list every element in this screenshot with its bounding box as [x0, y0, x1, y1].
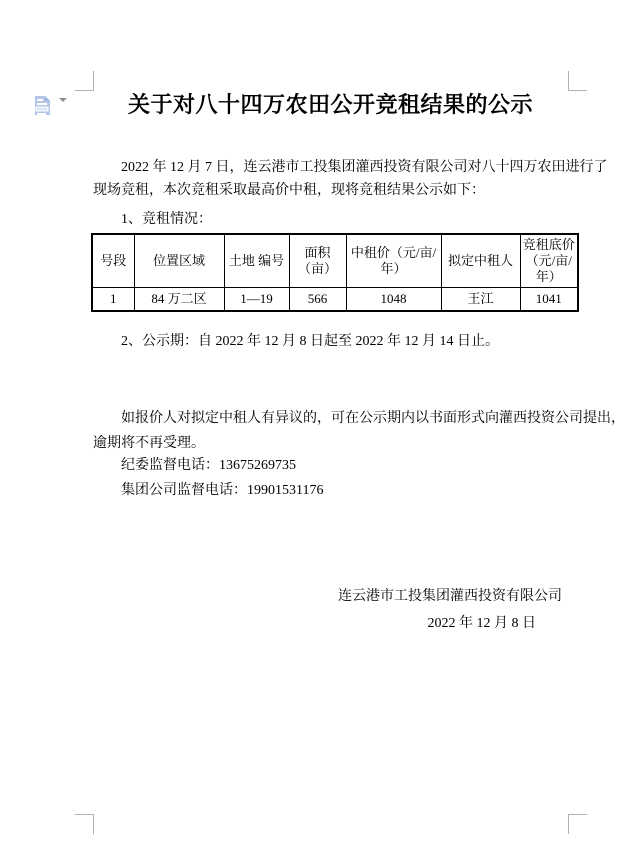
intro-line-1: 2022 年 12 月 7 日，连云港市工投集团灌西投资有限公司对八十四万农田进行了 — [121, 160, 608, 175]
margin-crop-mark-top-left — [75, 71, 94, 91]
table-row — [92, 288, 578, 312]
paste-options-dropdown-icon[interactable] — [59, 102, 68, 110]
margin-crop-mark-bottom-left — [75, 814, 94, 834]
page-title: 关于对八十四万农田公开竞租结果的公示 — [127, 92, 533, 117]
objection-paragraph — [93, 406, 625, 456]
section2-publicity-period: 2、公示期：自 2022 年 12 月 8 日起至 2022 年 12 月 14 日止。 — [121, 334, 499, 349]
objection-line-2: 逾期将不再受理。 — [93, 436, 205, 451]
col-header-base-price: 竞租底价（元/亩/年） — [520, 234, 578, 288]
col-header-land-number: 土地 编号 — [224, 234, 289, 288]
margin-crop-mark-bottom-right — [568, 814, 587, 834]
cell-segment: 1 — [92, 288, 134, 312]
table-header-row — [92, 234, 578, 288]
cell-land-number: 1—19 — [224, 288, 289, 312]
cell-winning-rent: 1048 — [346, 288, 441, 312]
margin-crop-mark-top-right — [568, 71, 587, 91]
cell-location: 84 万二区 — [134, 288, 224, 312]
paste-options-button[interactable] — [33, 94, 71, 118]
signature-date: 2022 年 12 月 8 日 — [427, 616, 536, 631]
col-header-winner: 拟定中租人 — [441, 234, 520, 288]
intro-line-2: 现场竞租，本次竞租采取最高价中租，现将竞租结果公示如下： — [93, 182, 485, 198]
bidding-results-table — [91, 233, 579, 312]
discipline-phone: 纪委监督电话：13675269735 — [121, 458, 296, 473]
cell-base-price: 1041 — [520, 288, 578, 312]
col-header-segment: 号段 — [92, 234, 134, 288]
col-header-location: 位置区域 — [134, 234, 224, 288]
cell-area: 566 — [289, 288, 346, 312]
signature-company: 连云港市工投集团灌西投资有限公司 — [338, 589, 562, 604]
col-header-area: 面积（亩） — [289, 234, 346, 288]
col-header-winning-rent: 中租价（元/亩/年） — [346, 234, 441, 288]
intro-paragraph — [93, 157, 608, 202]
section1-label: 1、竞租情况： — [121, 212, 212, 227]
objection-line-1: 如报价人对拟定中租人有异议的，可在公示期内以书面形式向灌西投资公司提出， — [121, 411, 625, 426]
group-phone: 集团公司监督电话：19901531176 — [121, 483, 324, 498]
cell-winner: 王江 — [441, 288, 520, 312]
signature-block — [93, 583, 568, 637]
